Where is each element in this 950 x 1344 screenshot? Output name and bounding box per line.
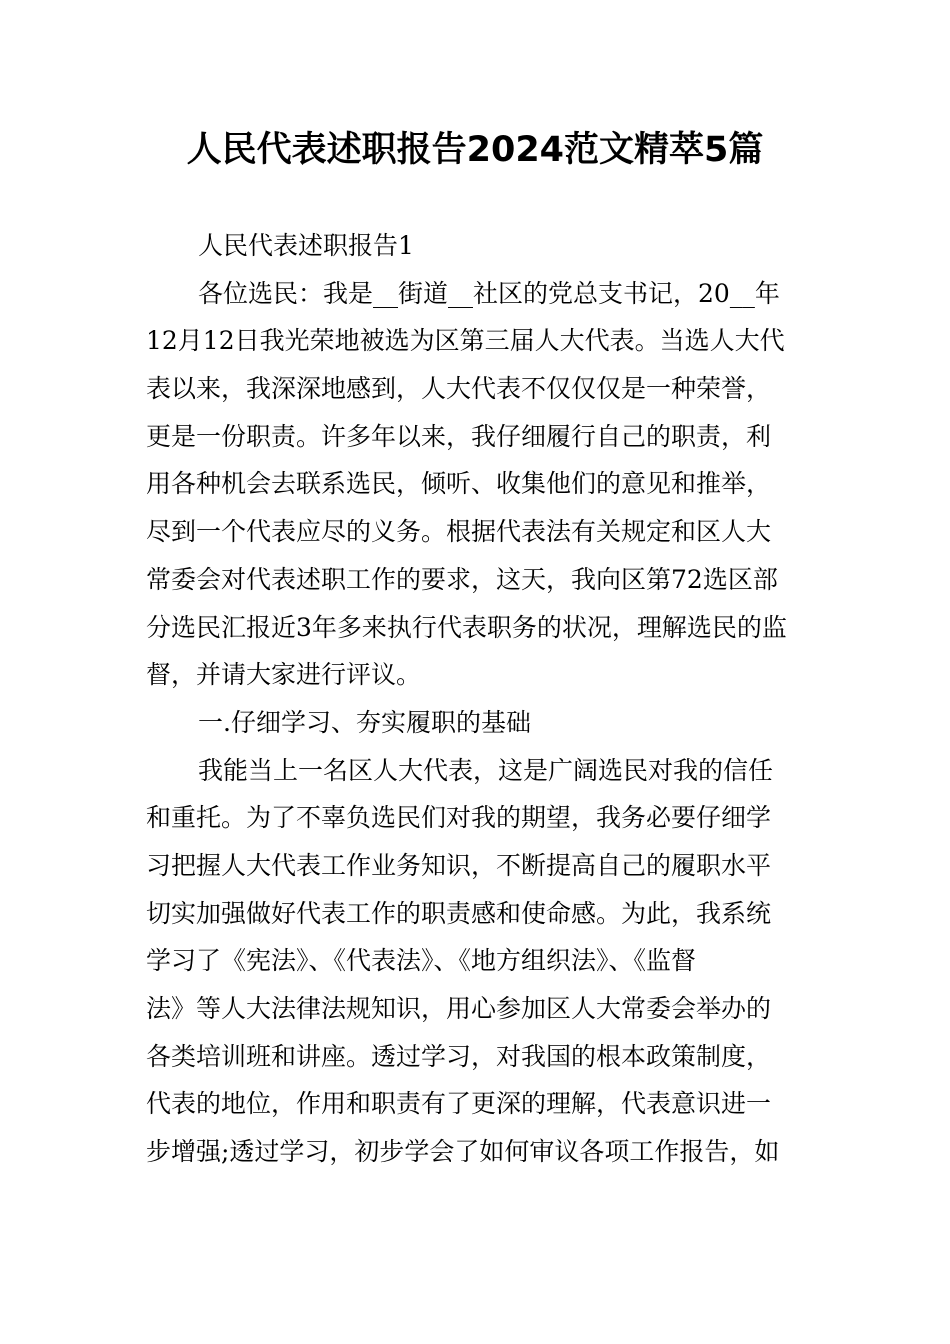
section-heading: 人民代表述职报告1 (198, 231, 414, 260)
section-heading: 一.仔细学习、夯实履职的基础 (198, 707, 531, 737)
paragraph-line: 表以来，我深深地感到，人大代表不仅仅仅是一种荣誉， (146, 374, 772, 404)
paragraph-line: 代表的地位，作用和职责有了更深的理解，代表意识进一 (146, 1089, 772, 1119)
paragraph-line: 督，并请大家进行评议。 (146, 660, 422, 690)
paragraph-line: 步增强;透过学习，初步学会了如何审议各项工作报告，如 (146, 1137, 780, 1167)
paragraph-line: 各位选民：我是__街道__社区的党总支书记，20__年 (198, 278, 780, 308)
paragraph-line: 习把握人大代表工作业务知识，不断提高自己的履职水平 (146, 850, 772, 880)
paragraph-line: 常委会对代表述职工作的要求，这天，我向区第72选区部 (146, 564, 778, 594)
document-title: 人民代表述职报告2024范文精萃5篇 (186, 130, 764, 170)
paragraph-line: 学习了《宪法》、《代表法》、《地方组织法》、《监督 (146, 946, 697, 976)
paragraph-line: 12月12日我光荣地被选为区第三届人大代表。当选人大代 (146, 326, 785, 356)
document-body (146, 222, 808, 1176)
paragraph-line: 法》等人大法律法规知识，用心参加区人大常委会举办的 (146, 994, 772, 1023)
paragraph-line: 用各种机会去联系选民，倾听、收集他们的意见和推举， (146, 469, 772, 499)
paragraph-line: 我能当上一名区人大代表，这是广阔选民对我的信任 (198, 755, 774, 785)
paragraph-line: 尽到一个代表应尽的义务。根据代表法有关规定和区人大 (146, 517, 772, 547)
paragraph-line: 更是一份职责。许多年以来，我仔细履行自己的职责，利 (146, 421, 772, 451)
paragraph-line: 分选民汇报近3年多来执行代表职务的状况，理解选民的监 (146, 612, 787, 642)
paragraph-line: 切实加强做好代表工作的职责感和使命感。为此，我系统 (146, 898, 772, 928)
paragraph-line: 和重托。为了不辜负选民们对我的期望，我务必要仔细学 (146, 803, 772, 833)
paragraph-line: 各类培训班和讲座。透过学习，对我国的根本政策制度， (146, 1041, 772, 1071)
